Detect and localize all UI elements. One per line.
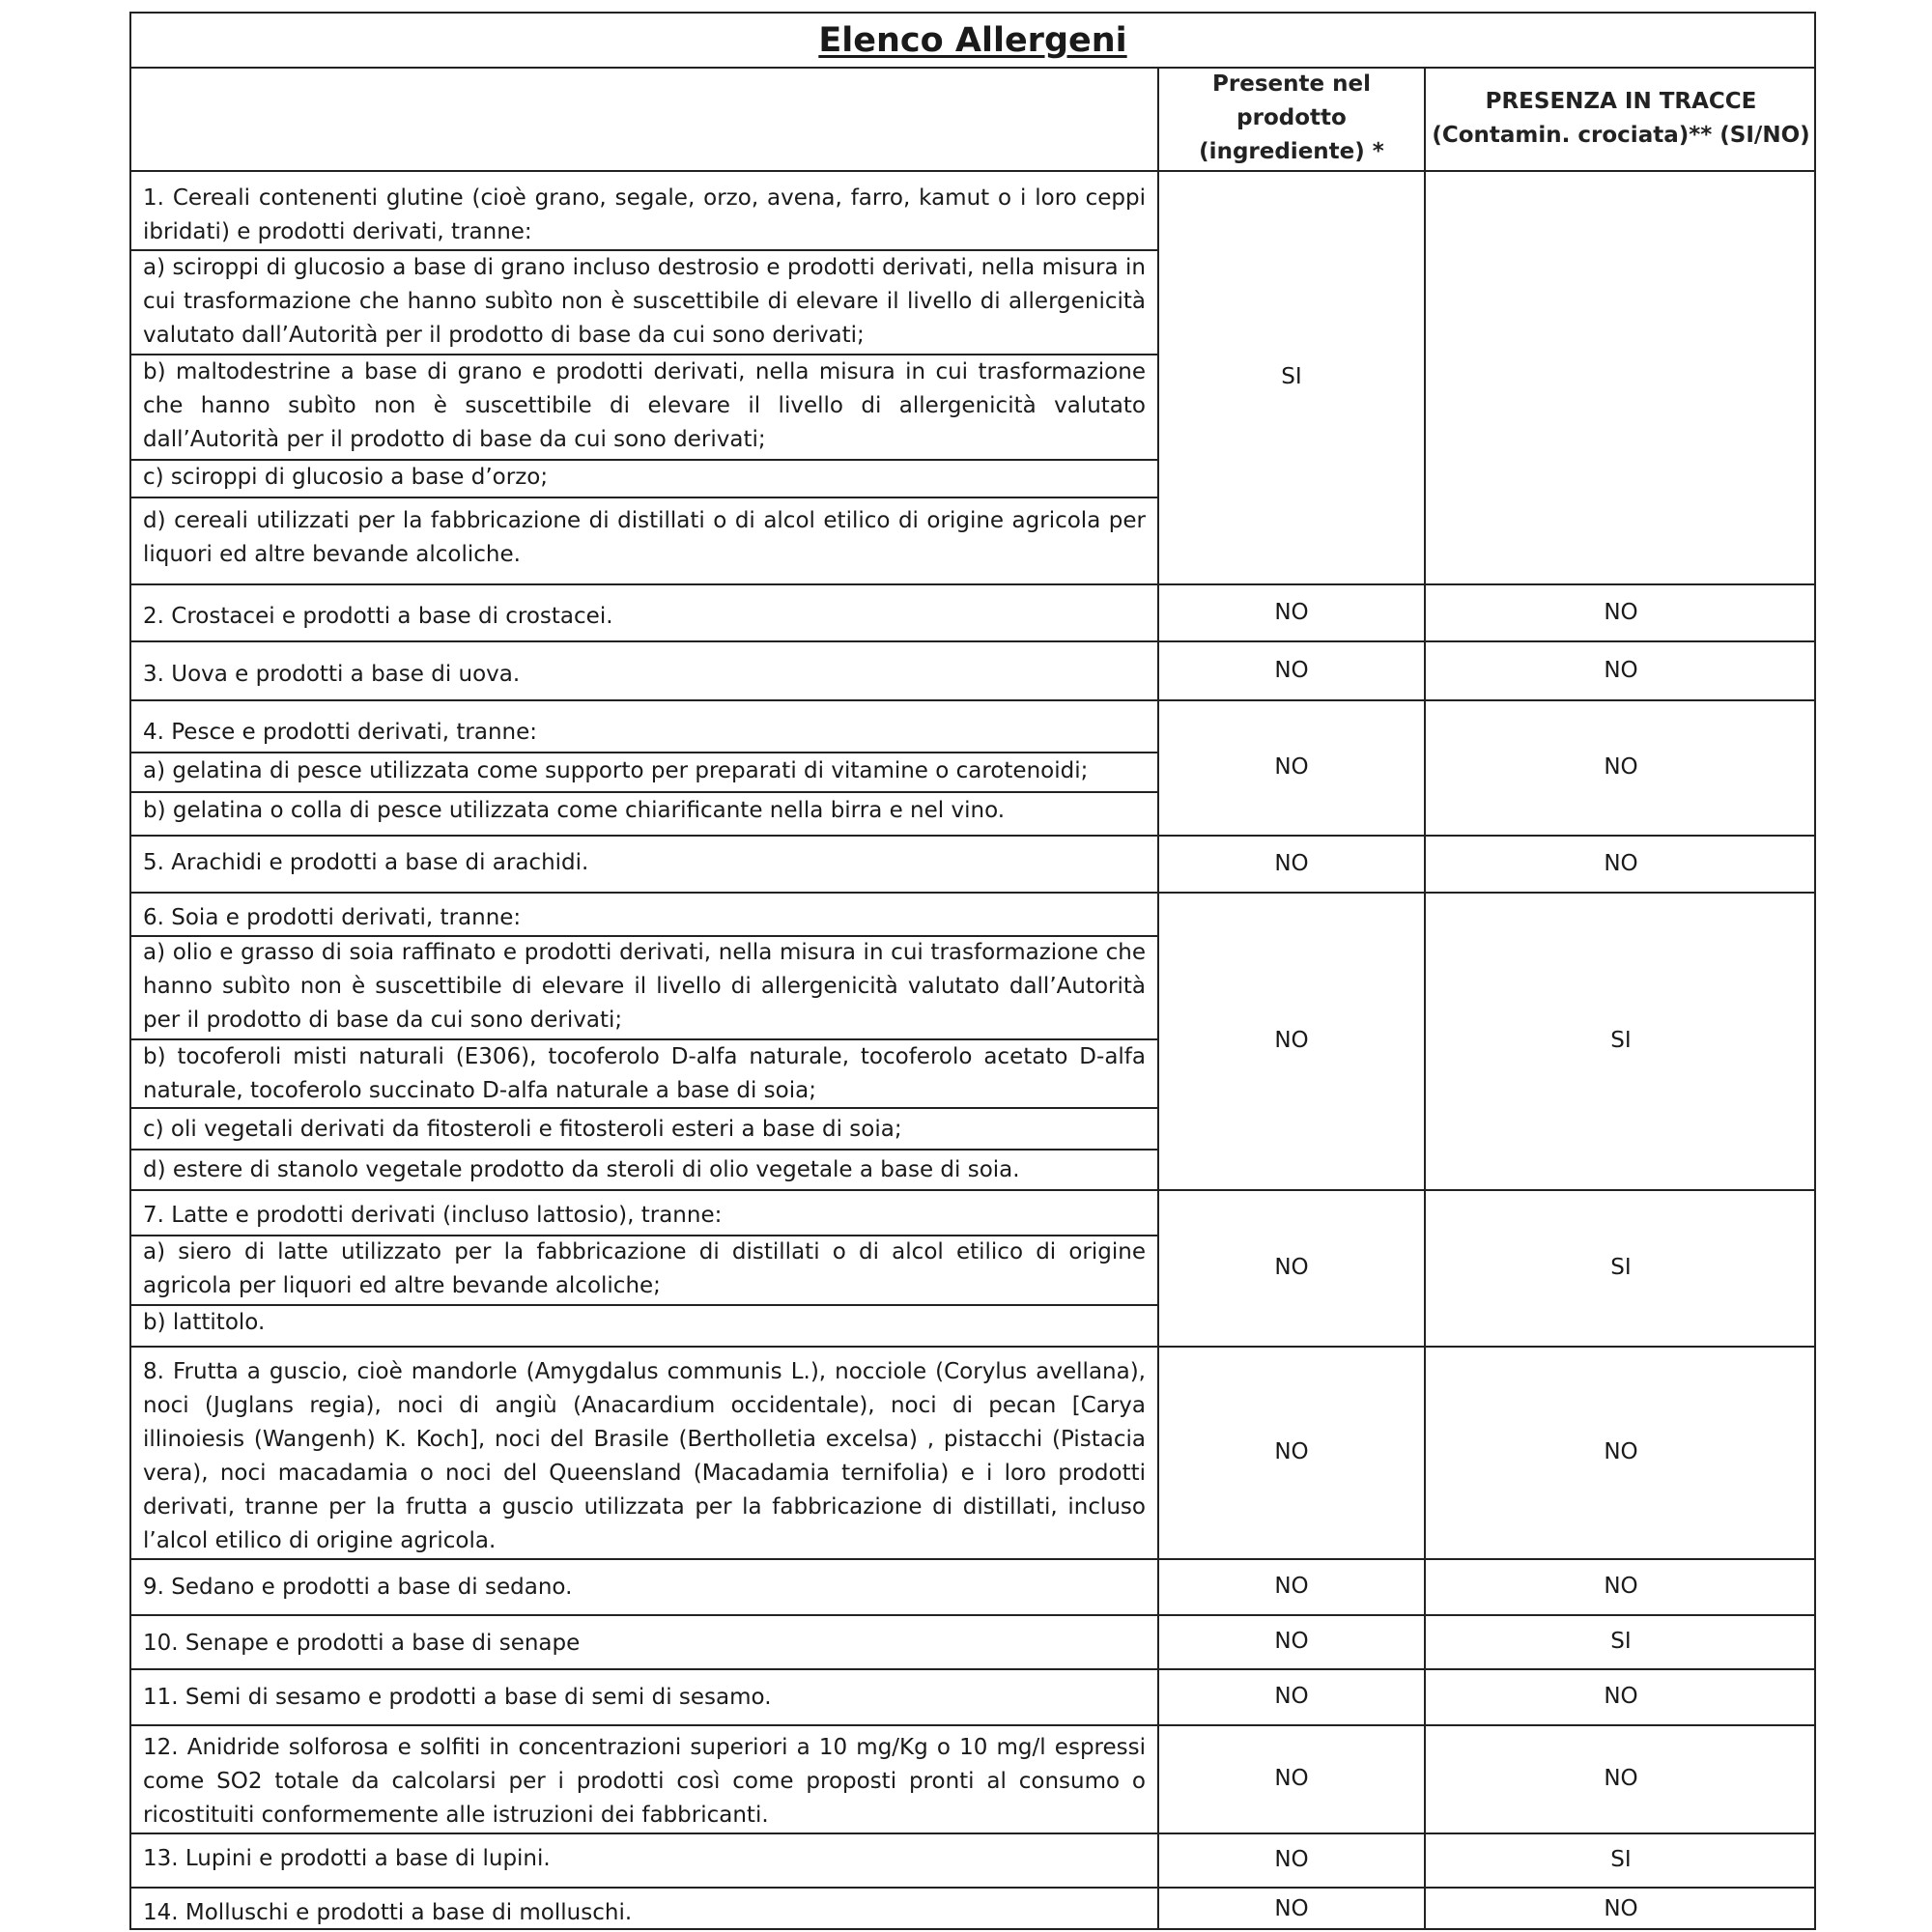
row-1-line-2: a) sciroppi di glucosio a base di grano incluso destrosio e prodotti derivati, nella misura in cui trasformazione che hanno subìto non è suscettibile di elevare il livello di allergenicità valutato dall’Autorità per il prodotto di base da cui sono derivati; <box>143 255 1146 348</box>
row-6-present: NO <box>1274 1028 1309 1053</box>
row-9-traces: NO <box>1604 1574 1638 1599</box>
row-12-traces: NO <box>1604 1766 1638 1791</box>
row-3-traces: NO <box>1604 657 1638 683</box>
row-4-line-2: a) gelatina di pesce utilizzata come supporto per preparati di vitamine o carotenoidi; <box>143 758 1089 783</box>
row-2-present: NO <box>1274 599 1309 625</box>
row-6-line-2: a) olio e grasso di soia raffinato e prodotti derivati, nella misura in cui trasformazione che hanno subìto non è suscettibile di elevare il livello di allergenicità valutato dall’Autorità per il prodotto di base da cui sono derivati; <box>143 940 1146 1033</box>
row-5-traces: NO <box>1604 850 1638 876</box>
sub-divider <box>131 1107 1157 1109</box>
sub-divider <box>131 752 1157 753</box>
row-13-text: 13. Lupini e prodotti a base di lupini. <box>143 1846 551 1871</box>
row-13-traces: SI <box>1610 1847 1632 1872</box>
row-10-text: 10. Senape e prodotti a base di senape <box>143 1631 581 1656</box>
row-1-line-5: d) cereali utilizzati per la fabbricazione di distillati o di alcol etilico di origine agricola per liquori ed altre bevande alcoliche. <box>143 508 1146 567</box>
row-4-line-3: b) gelatina o colla di pesce utilizzata come chiarificante nella birra e nel vino. <box>143 798 1006 823</box>
page-title: Elenco Allergeni <box>818 20 1127 60</box>
row-1-line-3: b) maltodestrine a base di grano e prodotti derivati, nella misura in cui trasformazione che hanno subìto non è suscettibile di elevare il livello di allergenicità valutato dall’Autorità per il prodotto di base da cui sono derivati; <box>143 359 1146 452</box>
row-10-traces: SI <box>1610 1629 1632 1654</box>
sub-divider <box>131 497 1157 498</box>
row-3-present: NO <box>1274 657 1309 683</box>
row-1-line-4: c) sciroppi di glucosio a base d’orzo; <box>143 465 549 490</box>
row-4-traces: NO <box>1604 754 1638 780</box>
row-6-line-3: b) tocoferoli misti naturali (E306), tocoferolo D-alfa naturale, tocoferolo acetato D-alfa naturale, tocoferolo succinato D-alfa naturale a base di soia; <box>143 1044 1146 1103</box>
row-5-text: 5. Arachidi e prodotti a base di arachidi. <box>143 850 589 875</box>
row-12-text: 12. Anidride solforosa e solfiti in concentrazioni superiori a 10 mg/Kg o 10 mg/l espressi come SO2 totale da calcolarsi per i prodotti così come proposti pronti al consumo o ricostituiti conformemente alle istruzioni dei fabbricanti. <box>143 1735 1146 1828</box>
row-8-traces: NO <box>1604 1439 1638 1464</box>
title-row <box>131 14 1814 69</box>
row-6-line-1: 6. Soia e prodotti derivati, tranne: <box>143 905 522 930</box>
row-1-traces <box>1426 170 1816 583</box>
row-9-present: NO <box>1274 1574 1309 1599</box>
row-2-traces: NO <box>1604 599 1638 625</box>
row-7-line-1: 7. Latte e prodotti derivati (incluso lattosio), tranne: <box>143 1203 723 1228</box>
row-12-present: NO <box>1274 1766 1309 1791</box>
row-13-present: NO <box>1274 1847 1309 1872</box>
row-4-present: NO <box>1274 754 1309 780</box>
row-14-present: NO <box>1274 1895 1309 1921</box>
sub-divider <box>131 791 1157 793</box>
row-7-present: NO <box>1274 1255 1309 1280</box>
row-3-text: 3. Uova e prodotti a base di uova. <box>143 662 521 687</box>
row-10-present: NO <box>1274 1629 1309 1654</box>
row-1-line-1: 1. Cereali contenenti glutine (cioè grano, segale, orzo, avena, farro, kamut o i loro ceppi ibridati) e prodotti derivati, tranne: <box>143 185 1146 244</box>
row-11-text: 11. Semi di sesamo e prodotti a base di semi di sesamo. <box>143 1685 772 1710</box>
row-5-present: NO <box>1274 850 1309 876</box>
row-7-line-2: a) siero di latte utilizzato per la fabbricazione di distillati o di alcol etilico di origine agricola per liquori ed altre bevande alcoliche; <box>143 1239 1146 1298</box>
row-1-present: SI <box>1281 364 1302 389</box>
row-6-line-4: c) oli vegetali derivati da fitosteroli e fitosteroli esteri a base di soia; <box>143 1117 902 1142</box>
row-11-traces: NO <box>1604 1684 1638 1709</box>
row-14-traces: NO <box>1604 1895 1638 1921</box>
row-9-text: 9. Sedano e prodotti a base di sedano. <box>143 1575 573 1600</box>
row-8-text: 8. Frutta a guscio, cioè mandorle (Amygdalus communis L.), nocciole (Corylus avellana), noci (Juglans regia), noci di angiù (Anacardium occidentale), noci di pecan [Carya illinoiesis (Wangenh) K. Koch], noci del Brasile (Bertholletia excelsa) , pistacchi (Pistacia vera), noci macadamia o noci del Queensland (Macadamia ternifolia) e i loro prodotti derivati, tranne per la frutta a guscio utilizzata per la fabbricazione di distillati, incluso l’alcol etilico di origine agricola. <box>143 1359 1146 1553</box>
allergen-table <box>129 12 1816 1930</box>
row-6-line-5: d) estere di stanolo vegetale prodotto da steroli di olio vegetale a base di soia. <box>143 1157 1020 1182</box>
row-6-traces: SI <box>1610 1028 1632 1053</box>
row-8-present: NO <box>1274 1439 1309 1464</box>
header-present-in-product: Presente nel prodotto (ingrediente) * <box>1199 71 1384 164</box>
row-7-traces: SI <box>1610 1255 1632 1280</box>
row-2-text: 2. Crostacei e prodotti a base di crostacei. <box>143 604 613 629</box>
row-7-line-3: b) lattitolo. <box>143 1310 266 1335</box>
header-traces: PRESENZA IN TRACCE (Contamin. crociata)** (SI/NO) <box>1432 88 1810 148</box>
sub-divider <box>131 1149 1157 1151</box>
row-14-text: 14. Molluschi e prodotti a base di molluschi. <box>143 1900 633 1925</box>
row-11-present: NO <box>1274 1684 1309 1709</box>
row-4-line-1: 4. Pesce e prodotti derivati, tranne: <box>143 720 537 745</box>
